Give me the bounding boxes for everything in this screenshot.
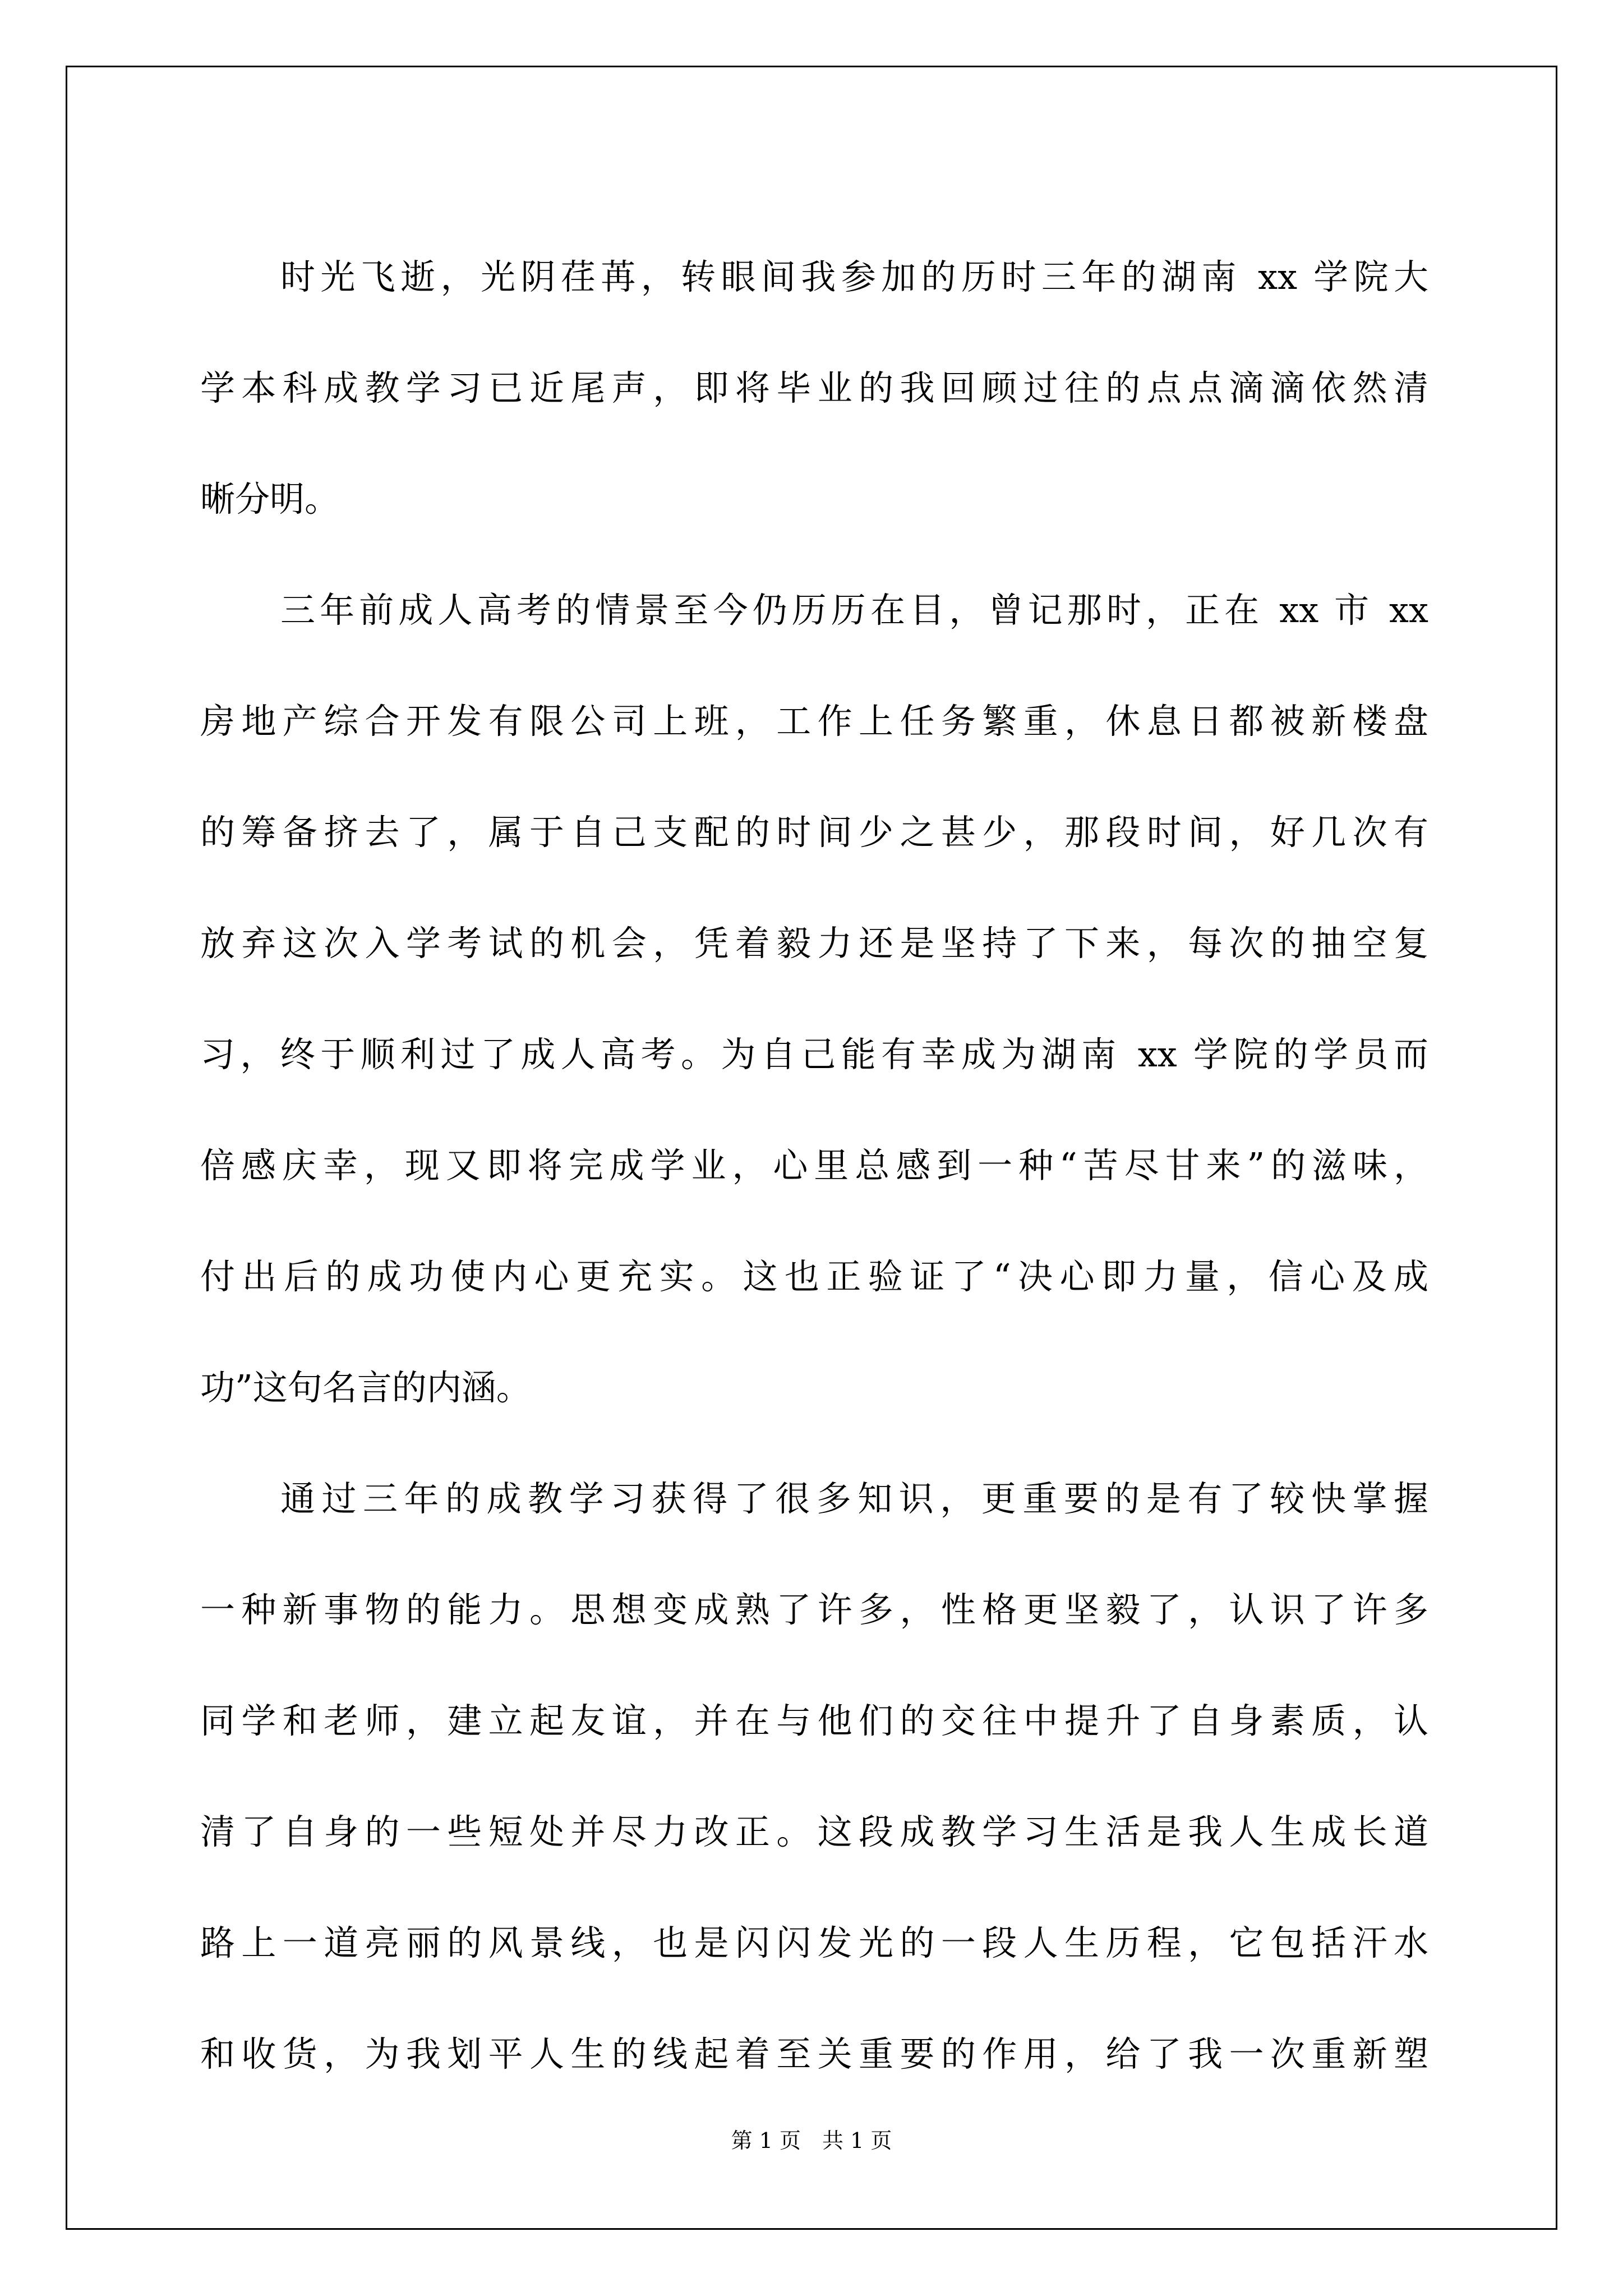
paragraph-2-line-3: 的筹备挤去了，属于自己支配的时间少之甚少，那段时间，好几次有 xyxy=(200,812,1428,853)
paragraph-1-line-1: 时光飞逝，光阴荏苒，转眼间我参加的历时三年的湖南 xx 学院大 xyxy=(280,256,1428,297)
paragraph-2-line-6: 倍感庆幸，现又即将完成学业，心里总感到一种“苦尽甘来”的滋味， xyxy=(200,1145,1428,1186)
paragraph-3-line-6: 和收货，为我划平人生的线起着至关重要的作用，给了我一次重新塑 xyxy=(200,2033,1428,2074)
paragraph-1-line-3: 晰分明。 xyxy=(200,478,340,519)
paragraph-2-line-2: 房地产综合开发有限公司上班，工作上任务繁重，休息日都被新楼盘 xyxy=(200,701,1428,742)
paragraph-3-line-5: 路上一道亮丽的风景线，也是闪闪发光的一段人生历程，它包括汗水 xyxy=(200,1922,1428,1963)
paragraph-3-line-3: 同学和老师，建立起友谊，并在与他们的交往中提升了自身素质，认 xyxy=(200,1700,1428,1741)
page-footer: 第 1 页 共 1 页 xyxy=(731,2128,892,2153)
paragraph-2-line-5: 习，终于顺利过了成人高考。为自己能有幸成为湖南 xx 学院的学员而 xyxy=(200,1034,1428,1075)
paragraph-1-line-2: 学本科成教学习已近尾声，即将毕业的我回顾过往的点点滴滴依然清 xyxy=(200,367,1428,408)
paragraph-3-line-2: 一种新事物的能力。思想变成熟了许多，性格更坚毅了，认识了许多 xyxy=(200,1589,1428,1630)
paragraph-3-line-1: 通过三年的成教学习获得了很多知识，更重要的是有了较快掌握 xyxy=(280,1478,1428,1519)
paragraph-2-line-4: 放弃这次入学考试的机会，凭着毅力还是坚持了下来，每次的抽空复 xyxy=(200,923,1428,964)
paragraph-2-line-7: 付出后的成功使内心更充实。这也正验证了“决心即力量，信心及成 xyxy=(200,1256,1428,1297)
document-body xyxy=(200,222,1428,2110)
paragraph-2-line-8: 功”这句名言的内涵。 xyxy=(200,1367,531,1408)
paragraph-3-line-4: 清了自身的一些短处并尽力改正。这段成教学习生活是我人生成长道 xyxy=(200,1811,1428,1852)
paragraph-2-line-1: 三年前成人高考的情景至今仍历历在目，曾记那时，正在 xx 市 xx xyxy=(280,590,1428,631)
